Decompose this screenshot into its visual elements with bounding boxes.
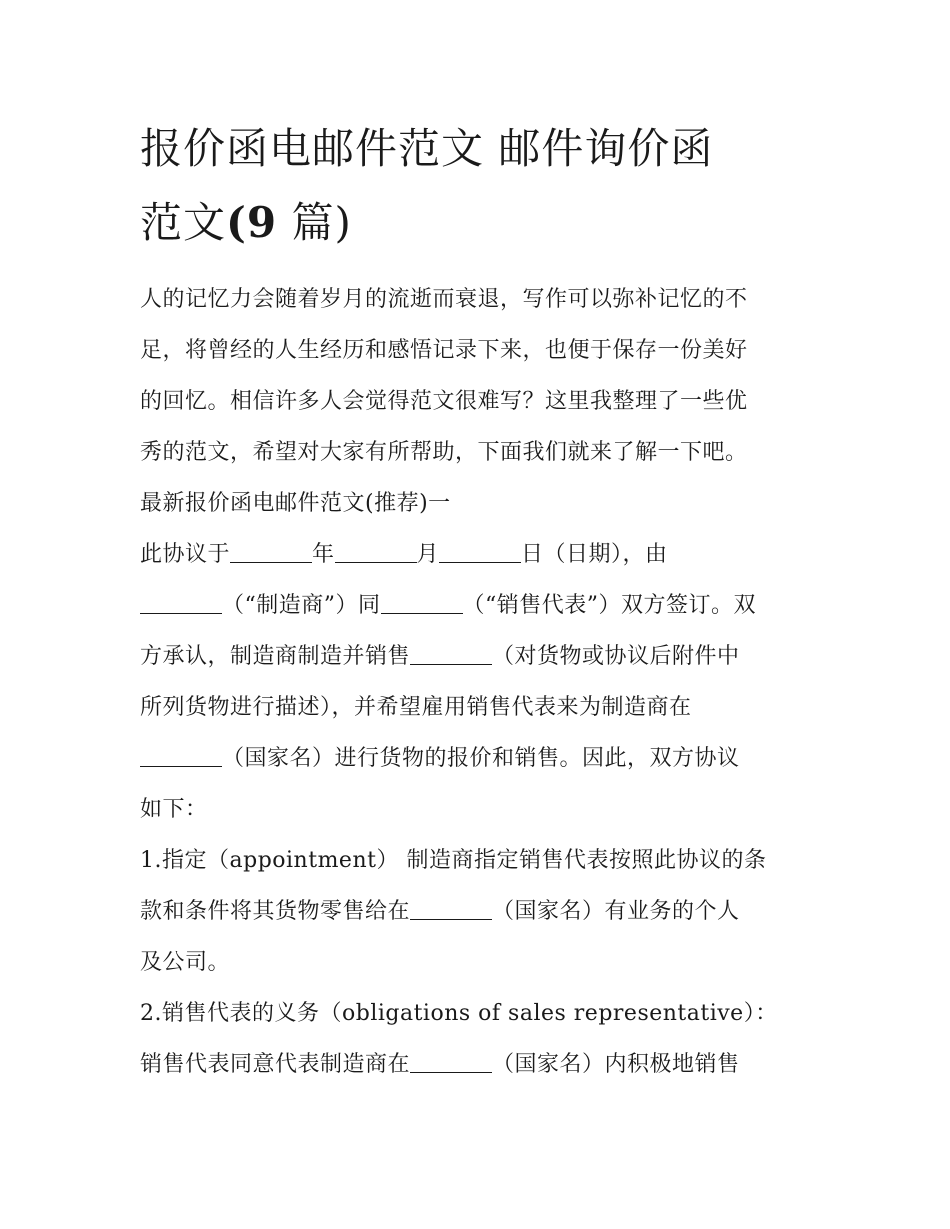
agreement-text: 方承认，制造商制造并销售 (140, 644, 411, 669)
agreement-text: （对货物或协议后附件中 (492, 644, 740, 669)
fill-in-blank (410, 644, 492, 665)
clause-text: 款和条件将其货物零售给在 (140, 899, 411, 924)
agreement-text: 月 (416, 542, 440, 567)
agreement-line-4: 所列货物进行描述），并希望雇用销售代表来为制造商在 (140, 695, 692, 720)
clause-text: （国家名）有业务的个人 (492, 899, 740, 924)
clause-2-line-1 (140, 1039, 820, 1090)
clause-text: 销售代表同意代表制造商在 (140, 1052, 411, 1077)
fill-in-blank (439, 542, 521, 563)
title-line-2-bold: (9 (226, 198, 278, 247)
fill-in-blank (381, 593, 463, 614)
agreement-text: （“销售代表”）双方签订。双 (462, 593, 756, 618)
clause-1-line-3: 及公司。 (140, 950, 231, 975)
clause-2-heading: 2.销售代表的义务（obligations of sales representative）： (140, 1001, 778, 1026)
section-subheading: 最新报价函电邮件范文(推荐)一 (140, 491, 451, 516)
clause-text: （国家名）内积极地销售 (492, 1052, 740, 1077)
fill-in-blank (410, 1052, 492, 1073)
intro-line: 秀的范文，希望对大家有所帮助，下面我们就来了解一下吧。 (140, 440, 748, 465)
agreement-line-5 (140, 733, 820, 784)
agreement-text: （“制造商”）同 (222, 593, 381, 618)
title-line-2 (140, 186, 820, 260)
agreement-line-6: 如下： (140, 797, 208, 822)
title-line-2-prefix: 范文 (140, 198, 227, 247)
fill-in-blank (230, 542, 312, 563)
agreement-text: （国家名）进行货物的报价和销售。因此，双方协议 (222, 746, 740, 771)
agreement-line-1 (140, 529, 820, 580)
fill-in-blank (335, 542, 417, 563)
fill-in-blank (140, 593, 222, 614)
agreement-text: 日（日期），由 (521, 542, 668, 567)
intro-line: 足，将曾经的人生经历和感悟记录下来，也便于保存一份美好 (140, 338, 748, 363)
document-content (140, 112, 820, 1090)
document-body (140, 274, 820, 1090)
document-title (140, 112, 820, 260)
agreement-line-3 (140, 631, 820, 682)
agreement-line-2 (140, 580, 820, 631)
title-line-1: 报价函电邮件范文 邮件询价函 (140, 124, 714, 173)
clause-1-line-2 (140, 886, 820, 937)
title-line-2-suffix: 篇) (277, 198, 352, 247)
clause-1-line-1: 1.指定（appointment） 制造商指定销售代表按照此协议的条 (140, 848, 767, 873)
intro-line: 的回忆。相信许多人会觉得范文很难写？这里我整理了一些优 (140, 389, 748, 414)
agreement-text: 年 (312, 542, 335, 567)
intro-line: 人的记忆力会随着岁月的流逝而衰退，写作可以弥补记忆的不 (140, 287, 748, 312)
agreement-text: 此协议于 (140, 542, 231, 567)
fill-in-blank (410, 899, 492, 920)
fill-in-blank (140, 746, 222, 767)
